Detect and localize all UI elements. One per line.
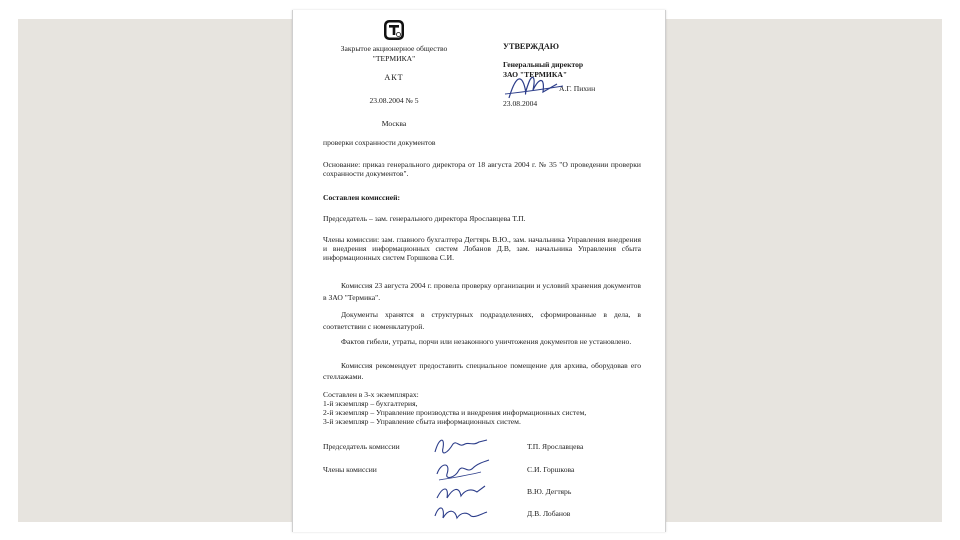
company-name: Закрытое акционерное общество	[340, 44, 448, 53]
signatory-name: Т.П. Ярославцева	[527, 442, 584, 451]
signatory-name: Д.В. Лобанов	[527, 509, 571, 518]
copy-3: 3-й экземпляр – Управление сбыта информационных систем.	[323, 417, 521, 426]
commission-chairman: Председатель – зам. генерального директора Ярославцева Т.П.	[323, 214, 526, 223]
document-date-number: 23.08.2004 № 5	[369, 96, 419, 105]
approval-position: Генеральный директор	[503, 60, 584, 69]
members-sign-label: Члены комиссии	[323, 465, 377, 474]
signatory-name: С.И. Горшкова	[527, 465, 575, 474]
company-logo-icon	[383, 19, 405, 41]
director-signature-icon	[503, 68, 568, 104]
copy-1: 1-й экземпляр – бухгалтерия,	[323, 399, 418, 408]
copy-2: 2-й экземпляр – Управление производства и внедрения информационных систем,	[323, 408, 587, 417]
commission-members: Члены комиссии: зам. главного бухгалтера Дегтярь В.Ю., зам. начальника Управления внедрения и внедрения информационных систем Лобанов Д.В, зам. начальника Управления сбыта информационных систем Горшкова С.И.	[323, 235, 641, 262]
document-subject: проверки сохранности документов	[323, 138, 436, 147]
copies-heading: Составлен в 3-х экземплярах:	[323, 390, 419, 399]
finding-paragraph-4: Комиссия рекомендует предоставить специальное помещение для архива, оборудовав его стеллажами.	[323, 361, 641, 381]
finding-paragraph-2: Документы хранятся в структурных подразделениях, сформированные в дела, в соответствии с номенклатурой.	[323, 310, 641, 331]
commission-label: Составлен комиссией:	[323, 193, 401, 202]
document-city: Москва	[381, 119, 407, 128]
company-short-name: "ТЕРМИКА"	[372, 54, 416, 63]
document-page	[292, 10, 666, 532]
chairman-signature-icon	[431, 434, 491, 460]
document-type: АКТ	[384, 73, 404, 82]
basis-paragraph: Основание: приказ генерального директора от 18 августа 2004 г. № 35 "О проведении проверки сохранности документов".	[323, 160, 641, 178]
member-signature-icon	[431, 502, 489, 526]
approval-heading: УТВЕРЖДАЮ	[503, 42, 559, 51]
chairman-sign-label: Председатель комиссии	[323, 442, 400, 451]
approval-company: ЗАО "ТЕРМИКА"	[503, 70, 568, 79]
approval-name: А.Г. Пихин	[559, 84, 596, 93]
finding-paragraph-1: Комиссия 23 августа 2004 г. провела проверку организации и условий хранения документов в ЗАО "Термика".	[323, 281, 641, 302]
finding-paragraph-3: Фактов гибели, утраты, порчи или незаконного уничтожения документов не установлено.	[341, 337, 632, 346]
approval-date: 23.08.2004	[503, 99, 538, 108]
signatory-name: В.Ю. Дегтярь	[527, 487, 572, 496]
